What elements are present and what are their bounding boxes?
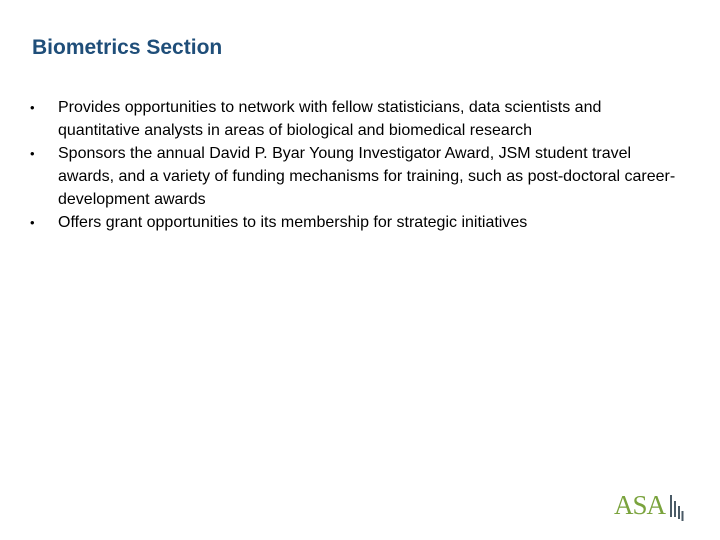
bullet-marker: • bbox=[30, 215, 35, 230]
bullet-text: Offers grant opportunities to its membership for strategic initiatives bbox=[58, 214, 528, 231]
bullet-item bbox=[30, 96, 680, 142]
bullet-item bbox=[30, 142, 680, 211]
bullet-list bbox=[30, 96, 680, 234]
slide-title: Biometrics Section bbox=[32, 36, 223, 59]
bullet-item bbox=[30, 211, 680, 234]
bullet-text: Provides opportunities to network with fellow statisticians, data scientists and quantitative analysts in areas of biological and biomedical research bbox=[58, 99, 602, 139]
asa-logo bbox=[614, 488, 694, 524]
bullet-marker: • bbox=[30, 100, 35, 115]
bullet-text: Sponsors the annual David P. Byar Young Investigator Award, JSM student travel awards, and a variety of funding mechanisms for training, such as post-doctoral career-development awards bbox=[58, 145, 676, 208]
bullet-marker: • bbox=[30, 146, 35, 161]
asa-bars-logo-icon bbox=[670, 491, 684, 521]
asa-logo-text: ASA bbox=[614, 490, 666, 520]
